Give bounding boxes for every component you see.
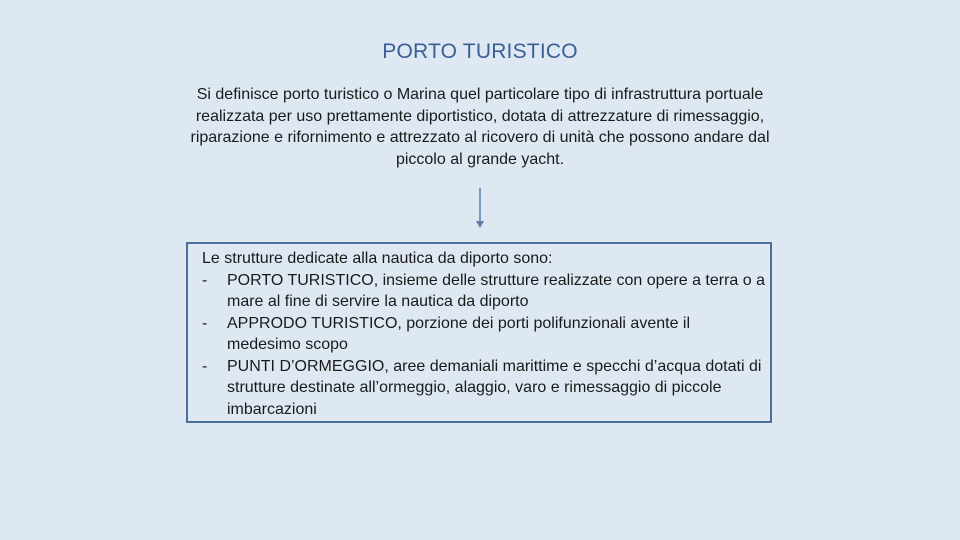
list-item-text: APPRODO TURISTICO, porzione dei porti polifunzionali avente il medesimo scopo xyxy=(227,314,691,353)
box-heading: Le strutture dedicate alla nautica da diporto sono: xyxy=(202,250,553,267)
bullet-dash: - xyxy=(202,271,208,289)
slide-title: PORTO TURISTICO xyxy=(382,40,578,63)
arrow-down-icon xyxy=(472,186,488,230)
list-item xyxy=(202,356,770,421)
intro-paragraph: Si definisce porto turistico o Marina quel particolare tipo di infrastruttura portuale realizzata per uso prettamente diportistico, dotata di attrezzature di rimessaggio, riparazione e rifornimento e attrezzato al ricovero di unità che possono andare dal piccolo al grande yacht. xyxy=(190,86,770,168)
list-item-text: PORTO TURISTICO, insieme delle strutture realizzate con opere a terra o a mare al fine di servire la nautica da diporto xyxy=(227,271,765,310)
list-item-text: PUNTI D’ORMEGGIO, aree demaniali marittime e specchi d’acqua dotati di strutture destinate all’ormeggio, alaggio, varo e rimessaggio di piccole imbarcazioni xyxy=(227,357,762,418)
bullet-dash: - xyxy=(202,357,208,375)
structures-box xyxy=(186,242,772,423)
bullet-dash: - xyxy=(202,314,208,332)
list-item xyxy=(202,313,770,356)
list-item xyxy=(202,270,770,313)
structures-list xyxy=(202,270,770,421)
